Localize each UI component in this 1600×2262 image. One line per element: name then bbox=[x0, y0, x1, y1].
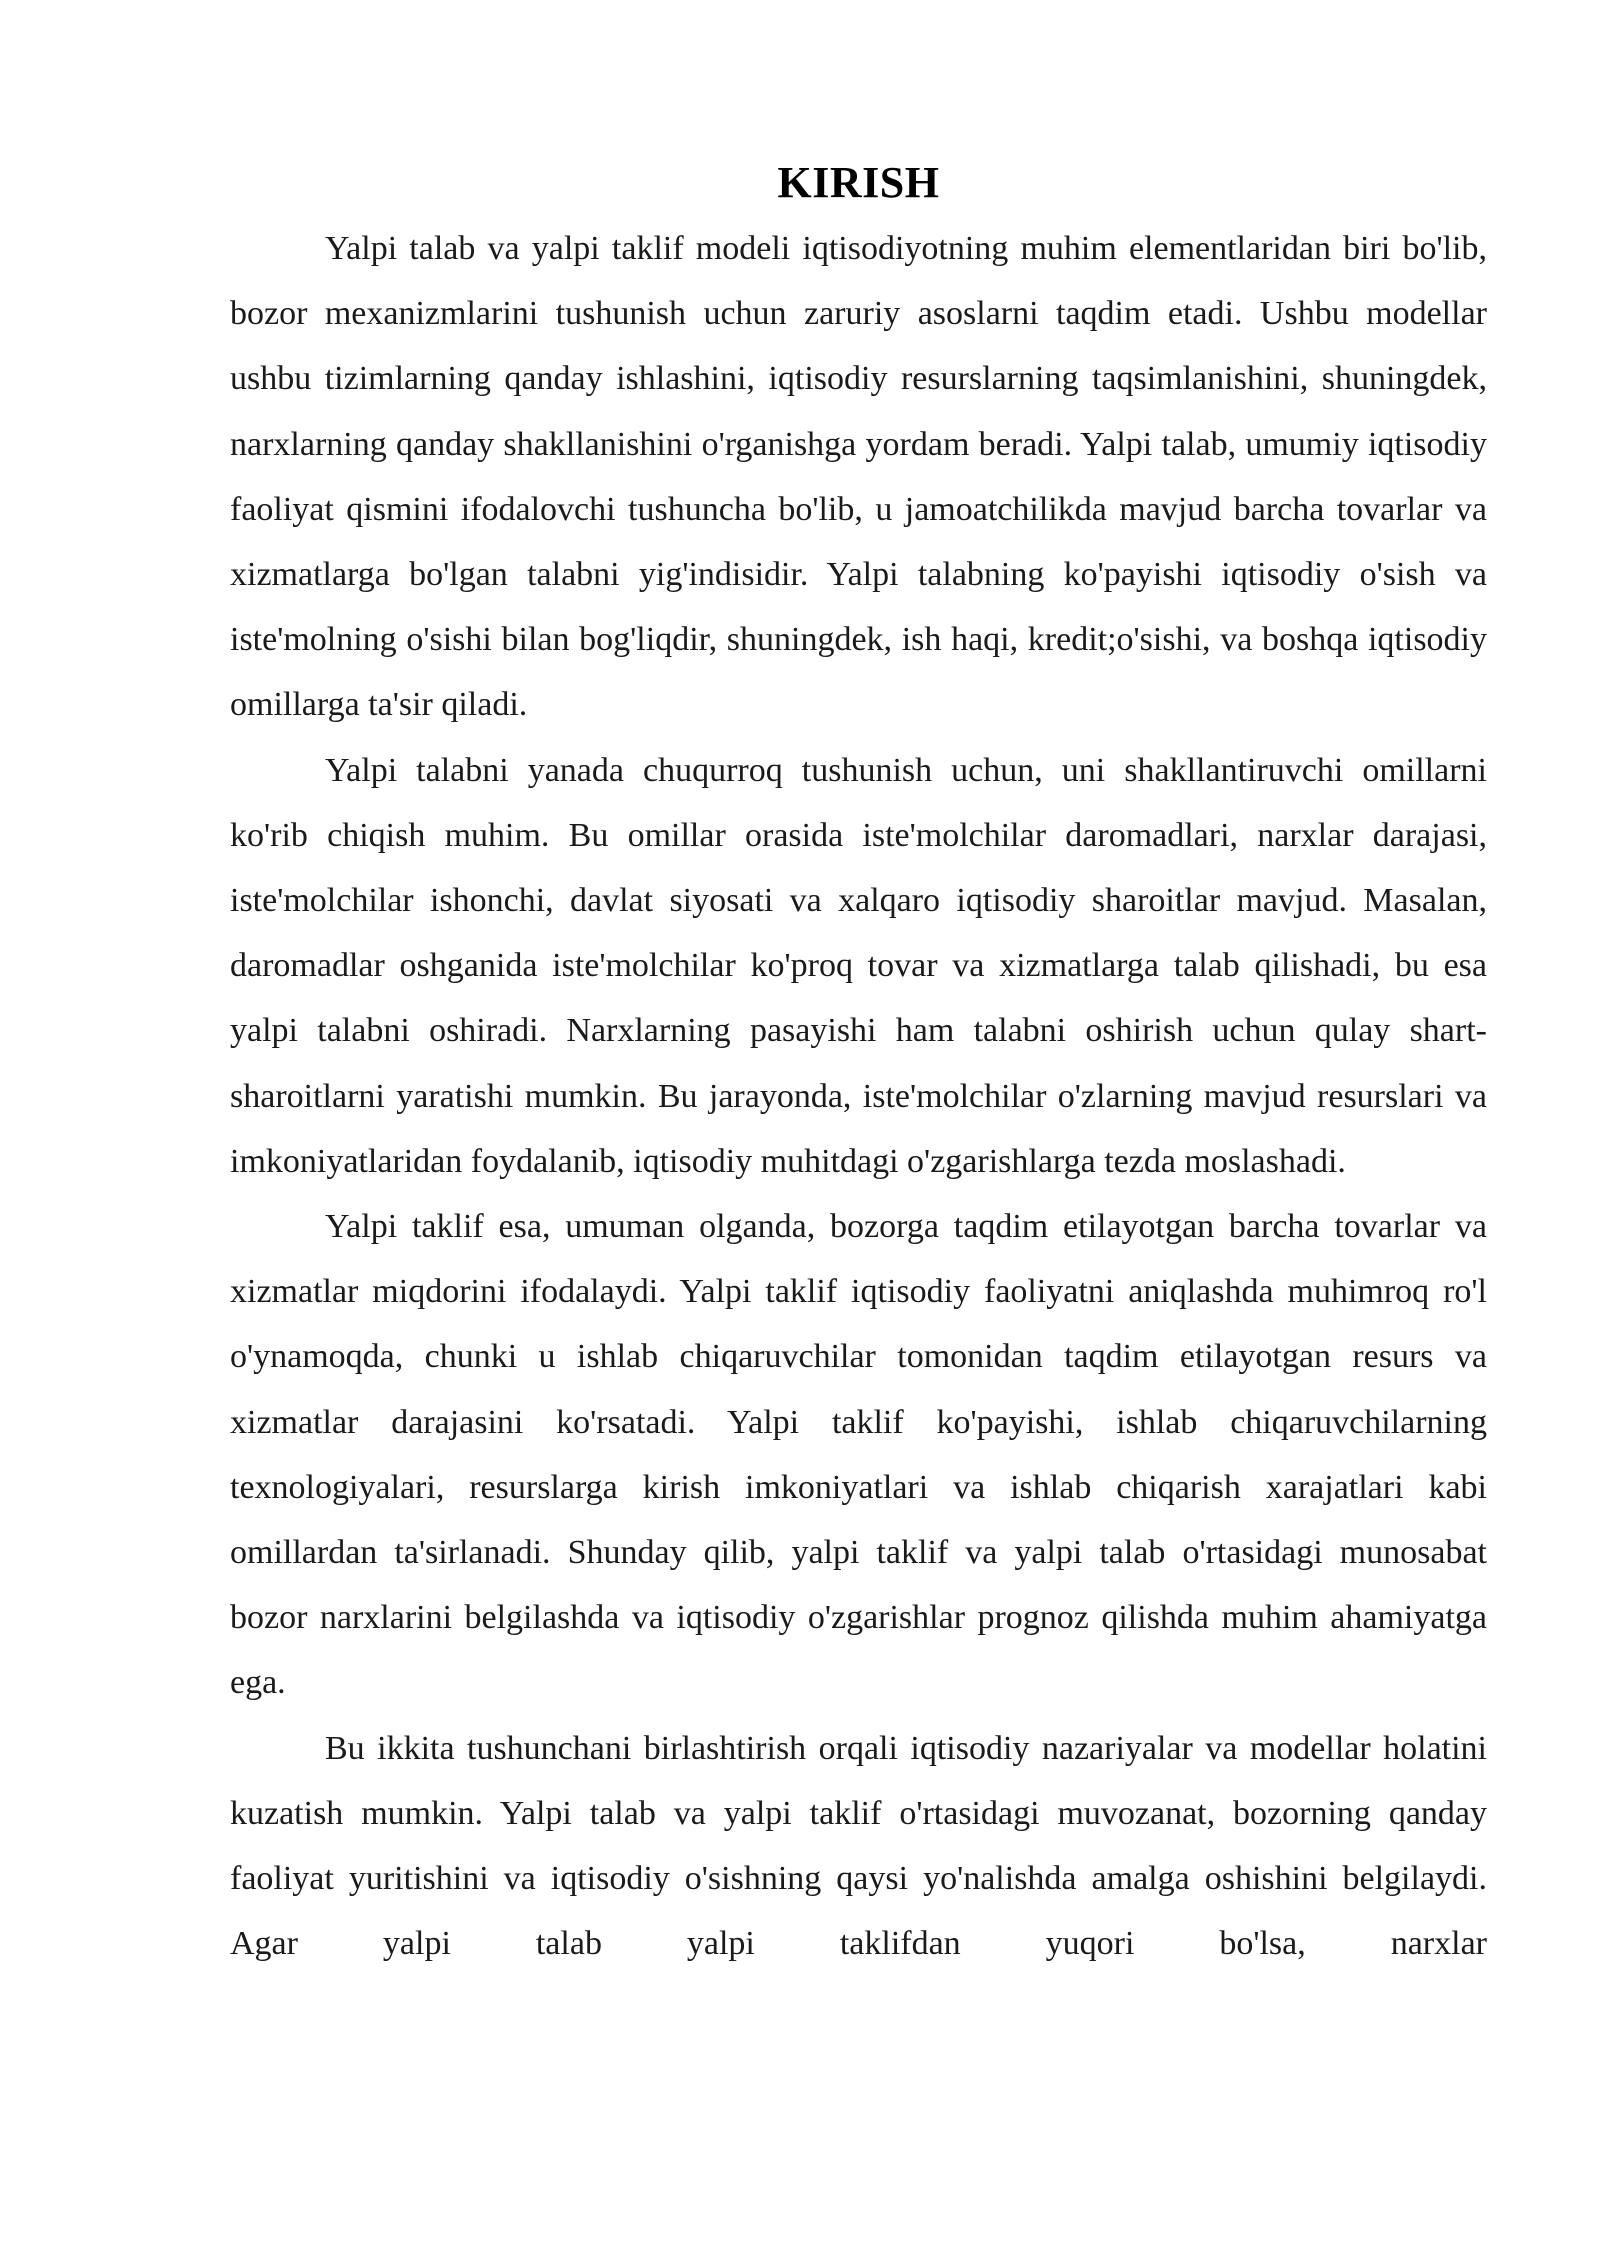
paragraph-3: Yalpi taklif esa, umuman olganda, bozorga taqdim etilayotgan barcha tovarlar va xizmatlar miqdorini ifodalaydi. Yalpi taklif iqtisodiy faoliyatni aniqlashda muhimroq ro'l o'ynamoqda, chunki u ishlab chiqaruvchilar tomonidan taqdim etilayotgan resurs va xizmatlar darajasini ko'rsatadi. Yalpi taklif ko'payishi, ishlab chiqaruvchilarning texnologiyalari, resurslarga kirish imkoniyatlari va ishlab chiqarish xarajatlari kabi omillardan ta'sirlanadi. Shunday qilib, yalpi taklif va yalpi talab o'rtasidagi munosabat bozor narxlarini belgilashda va iqtisodiy o'zgarishlar prognoz qilishda muhim ahamiyatga ega. bbox=[230, 1208, 1487, 1702]
paragraph-1: Yalpi talab va yalpi taklif modeli iqtisodiyotning muhim elementlaridan biri bo'lib, bozor mexanizmlarini tushunish uchun zaruriy asoslarni taqdim etadi. Ushbu modellar ushbu tizimlarning qanday ishlashini, iqtisodiy resurslarning taqsimlanishini, shuningdek, narxlarning qanday shakllanishini o'rganishga yordam beradi. Yalpi talab, umumiy iqtisodiy faoliyat qismini ifodalovchi tushuncha bo'lib, u jamoatchilikda mavjud barcha tovarlar va xizmatlarga bo'lgan talabni yig'indisidir. Yalpi talabning ko'payishi iqtisodiy o'sish va iste'molning o'sishi bilan bog'liqdir, shuningdek, ish haqi, kredit;o'sishi, va boshqa iqtisodiy omillarga ta'sir qiladi. bbox=[230, 230, 1487, 724]
paragraph-4: Bu ikkita tushunchani birlashtirish orqali iqtisodiy nazariyalar va modellar holatini kuzatish mumkin. Yalpi talab va yalpi taklif o'rtasidagi muvozanat, bozorning qanday faoliyat yuritishini va iqtisodiy o'sishning qaysi yo'nalishda amalga oshishini belgilaydi. Agar yalpi talab yalpi taklifdan yuqori bo'lsa, narxlar bbox=[230, 1729, 1487, 1963]
page-content bbox=[230, 150, 1487, 1976]
page-title: KIRISH bbox=[777, 158, 940, 207]
paragraph-2: Yalpi talabni yanada chuqurroq tushunish uchun, uni shakllantiruvchi omillarni ko'rib chiqish muhim. Bu omillar orasida iste'molchilar daromadlari, narxlar darajasi, iste'molchilar ishonchi, davlat siyosati va xalqaro iqtisodiy sharoitlar mavjud. Masalan, daromadlar oshganida iste'molchilar ko'proq tovar va xizmatlarga talab qilishadi, bu esa yalpi talabni oshiradi. Narxlarning pasayishi ham talabni oshirish uchun qulay shart-sharoitlarni yaratishi mumkin. Bu jarayonda, iste'molchilar o'zlarning mavjud resurslari va imkoniyatlaridan foydalanib, iqtisodiy muhitdagi o'zgarishlarga tezda moslashadi. bbox=[230, 751, 1487, 1180]
